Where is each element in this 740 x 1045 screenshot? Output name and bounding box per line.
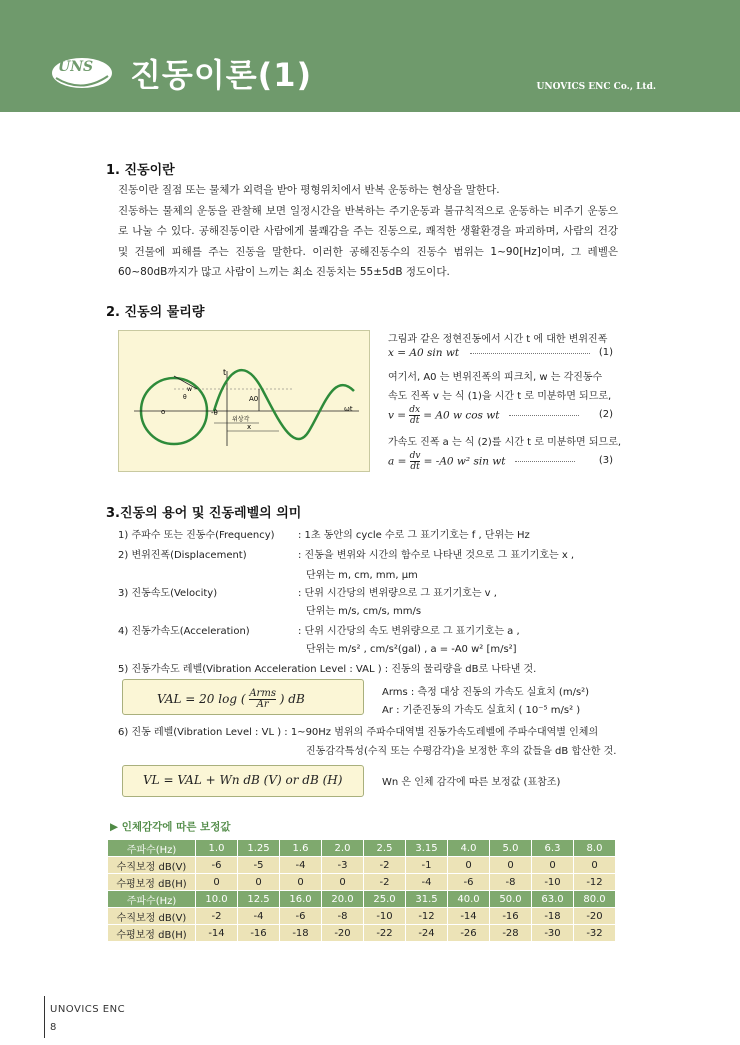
table-cell: -18 [280, 925, 322, 942]
table-cell: -20 [574, 908, 616, 925]
table-row-label: 수평보정 dB(H) [108, 874, 196, 891]
table-cell: 5.0 [490, 840, 532, 857]
table-cell: 1.25 [238, 840, 280, 857]
term-2-name: 2) 변위진폭(Displacement) [118, 550, 247, 561]
vl-formula: VL = VAL + Wn dB (V) or dB (H) [122, 765, 364, 797]
table-cell: -32 [574, 925, 616, 942]
table-cell: -12 [574, 874, 616, 891]
term-4-name: 4) 진동가속도(Acceleration) [118, 626, 250, 637]
table-cell: 3.15 [406, 840, 448, 857]
table-cell: 31.5 [406, 891, 448, 908]
table-cell: -26 [448, 925, 490, 942]
sine-wave-figure [118, 330, 370, 472]
table-row [108, 857, 616, 874]
term-6-line-2: 진동감각특성(수직 또는 수평감각)을 보정한 후의 값들을 dB 합산한 것. [306, 746, 617, 757]
table-cell: -6 [196, 857, 238, 874]
table-row-label: 수직보정 dB(V) [108, 857, 196, 874]
table-row [108, 891, 616, 908]
table-cell: -16 [238, 925, 280, 942]
s2-eq-3: a = $\frac{dv}{dt}$ = -A0 w² sin wt (3) [388, 451, 613, 472]
table-cell: 0 [322, 874, 364, 891]
table-cell: 2.5 [364, 840, 406, 857]
table-cell: 0 [280, 874, 322, 891]
table-row-label: 수평보정 dB(H) [108, 925, 196, 942]
table-cell: 40.0 [448, 891, 490, 908]
fig-label-phase: 위상각 [232, 416, 250, 423]
table-row-label: 수직보정 dB(V) [108, 908, 196, 925]
fig-label-w: w [187, 386, 192, 393]
table-cell: -4 [406, 874, 448, 891]
table-row-label: 주파수(Hz) [108, 840, 196, 857]
table-cell: -6 [280, 908, 322, 925]
fig-label-x: x [247, 423, 252, 431]
term-6-line-1: 6) 진동 레벨(Vibration Level : VL ) : 1~90Hz 범위의 주파수대역별 진동가속도레벨에 주파수대역별 인체의 [118, 727, 599, 738]
table-row [108, 840, 616, 857]
fig-label-t: t [223, 368, 227, 377]
ar-definition: Ar : 기준진동의 가속도 실효치 ( 10⁻⁵ m/s² ) [382, 705, 581, 716]
table-cell: -8 [490, 874, 532, 891]
val-formula: VAL = 20 log ( $\frac{\text{Arms}}{Ar}$ ) dB [122, 679, 364, 715]
table-cell: 2.0 [322, 840, 364, 857]
table-cell: 4.0 [448, 840, 490, 857]
table-cell: -2 [364, 874, 406, 891]
fig-label-minus-theta: -θ [211, 409, 218, 417]
table-cell: 0 [532, 857, 574, 874]
term-2-unit: 단위는 m, cm, mm, μm [306, 570, 418, 581]
table-cell: 80.0 [574, 891, 616, 908]
table-cell: 50.0 [490, 891, 532, 908]
term-3-desc: : 단위 시간당의 변위량으로 그 표기기호는 v , [298, 588, 497, 599]
fig-label-wt: ωt [344, 405, 353, 413]
s2-line-4: 가속도 진폭 a 는 식 (2)를 시간 t 로 미분하면 되므로, [388, 437, 622, 448]
section-1-para-2: 진동하는 물체의 운동을 관찰해 보면 일정시간을 반복하는 주기운동과 불규칙적으로 운동하는 비주기 운동으로 나눌 수 있다. 공해진동이란 사람에게 불쾌감을 주는 진동으로, 쾌적한 생활환경을 파괴하며, 사람의 건강 및 건물에 피해를 주는 진동을 말한다. 이러한 공해진동수의 진동수 범위는 1~90[Hz]이며, 그 레벨은 60~80dB까지가 많고 사람이 느끼는 최소 진동치는 55±5dB 정도이다. [118, 204, 618, 278]
table-title: ▶ 인체감각에 따른 보정값 [110, 821, 231, 833]
fig-label-o: o [161, 408, 166, 416]
correction-table [108, 840, 616, 942]
table-cell: -22 [364, 925, 406, 942]
table-cell: -2 [196, 908, 238, 925]
term-1-desc: : 1초 동안의 cycle 수로 그 표기기호는 f , 단위는 Hz [298, 530, 530, 541]
table-cell: 16.0 [280, 891, 322, 908]
section-1-heading: 1. 진동이란 [106, 163, 175, 178]
company-name: UNOVICS ENC Co., Ltd. [536, 82, 656, 92]
table-cell: -30 [532, 925, 574, 942]
wn-note: Wn 은 인체 감각에 따른 보정값 (표참조) [382, 777, 561, 788]
table-cell: -14 [196, 925, 238, 942]
table-cell: -14 [448, 908, 490, 925]
table-cell: -10 [532, 874, 574, 891]
bullet-icon: ▶ [110, 821, 122, 833]
table-cell: -3 [322, 857, 364, 874]
s2-line-2: 여기서, A0 는 변위진폭의 피크치, w 는 각진동수 [388, 372, 603, 383]
term-3-unit: 단위는 m/s, cm/s, mm/s [306, 606, 422, 617]
table-row [108, 874, 616, 891]
table-cell: 0 [196, 874, 238, 891]
s2-line-1: 그림과 같은 정현진동에서 시간 t 에 대한 변위진폭 [388, 334, 608, 345]
table-cell: -4 [280, 857, 322, 874]
table-cell: 8.0 [574, 840, 616, 857]
term-4-desc: : 단위 시간당의 속도 변위량으로 그 표기기호는 a , [298, 626, 520, 637]
term-1-name: 1) 주파수 또는 진동수(Frequency) [118, 530, 275, 541]
table-row-label: 주파수(Hz) [108, 891, 196, 908]
arms-definition: Arms : 측정 대상 진동의 가속도 실효치 (m/s²) [382, 687, 590, 698]
section-3-heading: 3.진동의 용어 및 진동레벨의 의미 [106, 506, 302, 521]
fig-label-theta: θ [183, 394, 187, 401]
logo-text: UNS [58, 59, 94, 75]
table-cell: 20.0 [322, 891, 364, 908]
table-cell: 63.0 [532, 891, 574, 908]
table-cell: 0 [490, 857, 532, 874]
section-1-para-1: 진동이란 질점 또는 물체가 외력을 받아 평형위치에서 반복 운동하는 현상을 말한다. [118, 184, 500, 196]
term-2-desc: : 진동을 변위와 시간의 함수로 나타낸 것으로 그 표기기호는 x , [298, 550, 575, 561]
section-2-heading: 2. 진동의 물리량 [106, 305, 205, 320]
table-cell: -6 [448, 874, 490, 891]
table-cell: -28 [490, 925, 532, 942]
table-cell: -24 [406, 925, 448, 942]
section-1-body [118, 180, 618, 283]
term-5: 5) 진동가속도 레벨(Vibration Acceleration Level : VAL ) : 진동의 물리량을 dB로 나타낸 것. [118, 664, 537, 675]
table-cell: 10.0 [196, 891, 238, 908]
table-cell: -18 [532, 908, 574, 925]
table-row [108, 925, 616, 942]
page-title: 진동이론(1) [130, 56, 313, 94]
term-4-unit: 단위는 m/s² , cm/s²(gal) , a = -A0 w² [m/s²] [306, 644, 517, 655]
page-header [0, 0, 740, 112]
s2-eq-2: v = $\frac{dx}{dt}$ = A0 w cos wt (2) [388, 405, 613, 426]
table-cell: -1 [406, 857, 448, 874]
table-cell: -2 [364, 857, 406, 874]
table-cell: 0 [238, 874, 280, 891]
table-cell: 6.3 [532, 840, 574, 857]
table-cell: -4 [238, 908, 280, 925]
table-cell: 25.0 [364, 891, 406, 908]
footer-company: UNOVICS ENC [50, 1004, 126, 1015]
term-3-name: 3) 진동속도(Velocity) [118, 588, 218, 599]
table-cell: -5 [238, 857, 280, 874]
s2-eq-1: x = A0 sin wt (1) [388, 347, 613, 359]
table-cell: -20 [322, 925, 364, 942]
table-cell: 1.0 [196, 840, 238, 857]
table-cell: -12 [406, 908, 448, 925]
page-number: 8 [50, 1022, 57, 1033]
table-cell: -10 [364, 908, 406, 925]
table-cell: 1.6 [280, 840, 322, 857]
table-cell: 12.5 [238, 891, 280, 908]
sine-wave-diagram [119, 331, 369, 471]
table-row [108, 908, 616, 925]
table-cell: 0 [574, 857, 616, 874]
s2-line-3: 속도 진폭 v 는 식 (1)을 시간 t 로 미분하면 되므로, [388, 391, 612, 402]
footer-rule [44, 996, 45, 1038]
table-cell: 0 [448, 857, 490, 874]
table-cell: -8 [322, 908, 364, 925]
fig-label-a0: A0 [249, 395, 259, 403]
table-cell: -16 [490, 908, 532, 925]
